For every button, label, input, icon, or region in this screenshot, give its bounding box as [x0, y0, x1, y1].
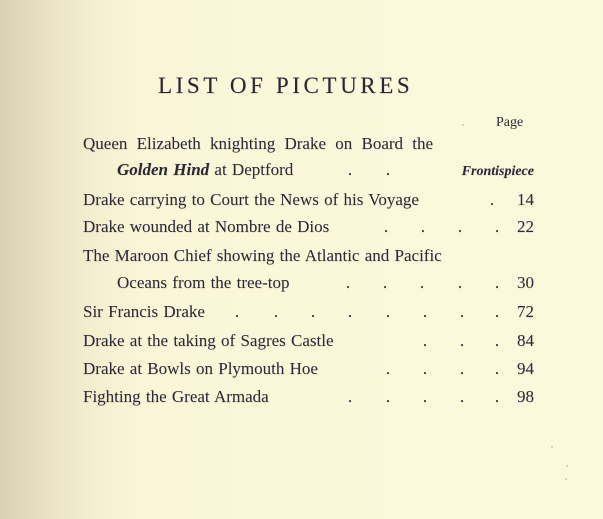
entry-title: Drake at Bowls on Plymouth Hoe [83, 359, 318, 378]
dot-leader: . [347, 160, 353, 179]
entry-page-number: 94 [517, 359, 534, 378]
paper-speck [566, 465, 568, 467]
entry-title-continued [117, 159, 293, 181]
dot-leader: . [494, 302, 500, 321]
entry-page-number: Frontispiece [461, 164, 534, 179]
dot-leader: . [457, 273, 463, 292]
dot-leader: . [347, 387, 353, 406]
dot-leader: . [310, 302, 316, 321]
page-title: LIST OF PICTURES [158, 73, 414, 98]
dot-leader: . [345, 273, 351, 292]
dot-leader: . [385, 302, 391, 321]
list-item-maroon-chief-line1 [83, 245, 534, 267]
entry-page-number: 84 [517, 331, 534, 350]
dot-leader: . [494, 359, 500, 378]
dot-leader: . [422, 331, 428, 350]
dot-leader: . [489, 190, 495, 209]
list-item-queen-elizabeth-line2 [117, 159, 534, 181]
dot-leader: . [494, 217, 500, 236]
entry-title: Sir Francis Drake [83, 302, 205, 321]
paper-speck [462, 124, 464, 126]
paper-speck [565, 478, 567, 480]
entry-title: The Maroon Chief showing the Atlantic and Pacific [83, 246, 442, 265]
list-item-queen-elizabeth-line1 [83, 133, 534, 155]
dot-leader: . [234, 302, 240, 321]
entry-title: Fighting the Great Armada [83, 387, 269, 406]
dot-leader: . [494, 331, 500, 350]
dot-leader: . [383, 217, 389, 236]
paper-speck [551, 446, 553, 448]
dot-leader: . [273, 302, 279, 321]
dot-leader: . [459, 331, 465, 350]
entry-page-number: 98 [517, 387, 534, 406]
dot-leader: . [422, 359, 428, 378]
dot-leader: . [385, 359, 391, 378]
entry-title: Drake carrying to Court the News of his Voyage [83, 190, 419, 209]
list-item-nombre-de-dios [83, 216, 534, 238]
list-item-great-armada [83, 386, 534, 408]
dot-leader: . [459, 302, 465, 321]
page-column-header: Page [496, 115, 524, 130]
entry-title: Drake wounded at Nombre de Dios [83, 217, 330, 236]
dot-leader: . [422, 387, 428, 406]
dot-leader: . [459, 387, 465, 406]
dot-leader: . [422, 302, 428, 321]
entry-page-number: 72 [517, 302, 534, 321]
dot-leader: . [419, 273, 425, 292]
dot-leader: . [459, 359, 465, 378]
dot-leader: . [382, 273, 388, 292]
entry-page-number: 30 [517, 273, 534, 292]
entry-title-continued: Oceans from the tree-top [117, 273, 290, 292]
dot-leader: . [494, 273, 500, 292]
dot-leader: . [420, 217, 426, 236]
entry-title: Drake at the taking of Sagres Castle [83, 331, 334, 350]
entry-title: Queen Elizabeth knighting Drake on Board the [83, 134, 434, 153]
entry-page-number: 14 [517, 190, 534, 209]
ship-name: Golden Hind [117, 160, 210, 179]
entry-title-rest: at Deptford [209, 160, 294, 179]
list-item-sagres-castle [83, 330, 534, 352]
list-item-sir-francis-drake [83, 301, 534, 323]
dot-leader: . [385, 387, 391, 406]
entry-page-number: 22 [517, 217, 534, 236]
dot-leader: . [494, 387, 500, 406]
list-item-court-news [83, 189, 534, 211]
dot-leader: . [347, 302, 353, 321]
dot-leader: . [457, 217, 463, 236]
list-item-plymouth-hoe [83, 358, 534, 380]
list-item-maroon-chief-line2 [117, 272, 534, 294]
dot-leader: . [385, 160, 391, 179]
